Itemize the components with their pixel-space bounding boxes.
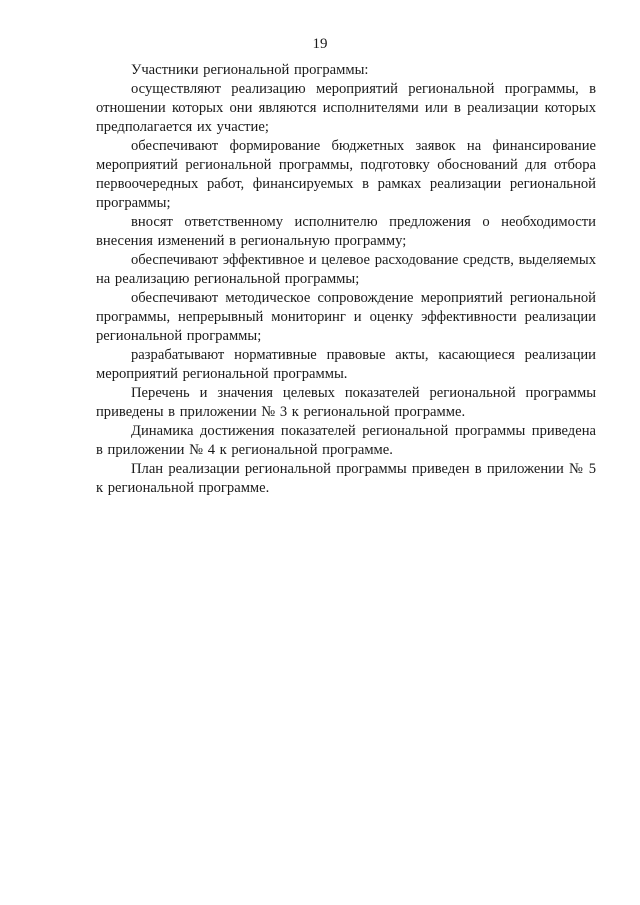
paragraph-implementation: осуществляют реализацию мероприятий региональной программы, в отношении которых они являются исполнителями или в реализации которых предполагается их участие; (96, 81, 596, 135)
paragraph-efficient-spending: обеспечивают эффективное и целевое расходование средств, выделяемых на реализацию региональной программы; (96, 252, 596, 287)
document-body (96, 61, 596, 498)
paragraph-methodical-support: обеспечивают методическое сопровождение мероприятий региональной программы, непрерывный мониторинг и оценку эффективности реализации региональной программы; (96, 290, 596, 344)
paragraph-change-proposals: вносят ответственному исполнителю предложения о необходимости внесения изменений в региональную программу; (96, 214, 596, 249)
paragraph-regulatory-acts: разрабатывают нормативные правовые акты, касающиеся реализации мероприятий региональной программы. (96, 347, 596, 382)
page-number: 19 (312, 36, 328, 52)
paragraph-indicator-dynamics: Динамика достижения показателей региональной программы приведена в приложении № 4 к региональной программе. (96, 423, 596, 458)
paragraph-participants-heading: Участники региональной программы: (131, 62, 369, 78)
paragraph-target-indicators: Перечень и значения целевых показателей региональной программы приведены в приложении № 3 к региональной программе. (96, 385, 596, 420)
paragraph-budget-requests: обеспечивают формирование бюджетных заявок на финансирование мероприятий региональной программы, подготовку обоснований для отбора первоочередных работ, финансируемых в рамках реализации региональной программы; (96, 138, 596, 211)
paragraph-implementation-plan: План реализации региональной программы приведен в приложении № 5 к региональной программе. (96, 461, 596, 496)
